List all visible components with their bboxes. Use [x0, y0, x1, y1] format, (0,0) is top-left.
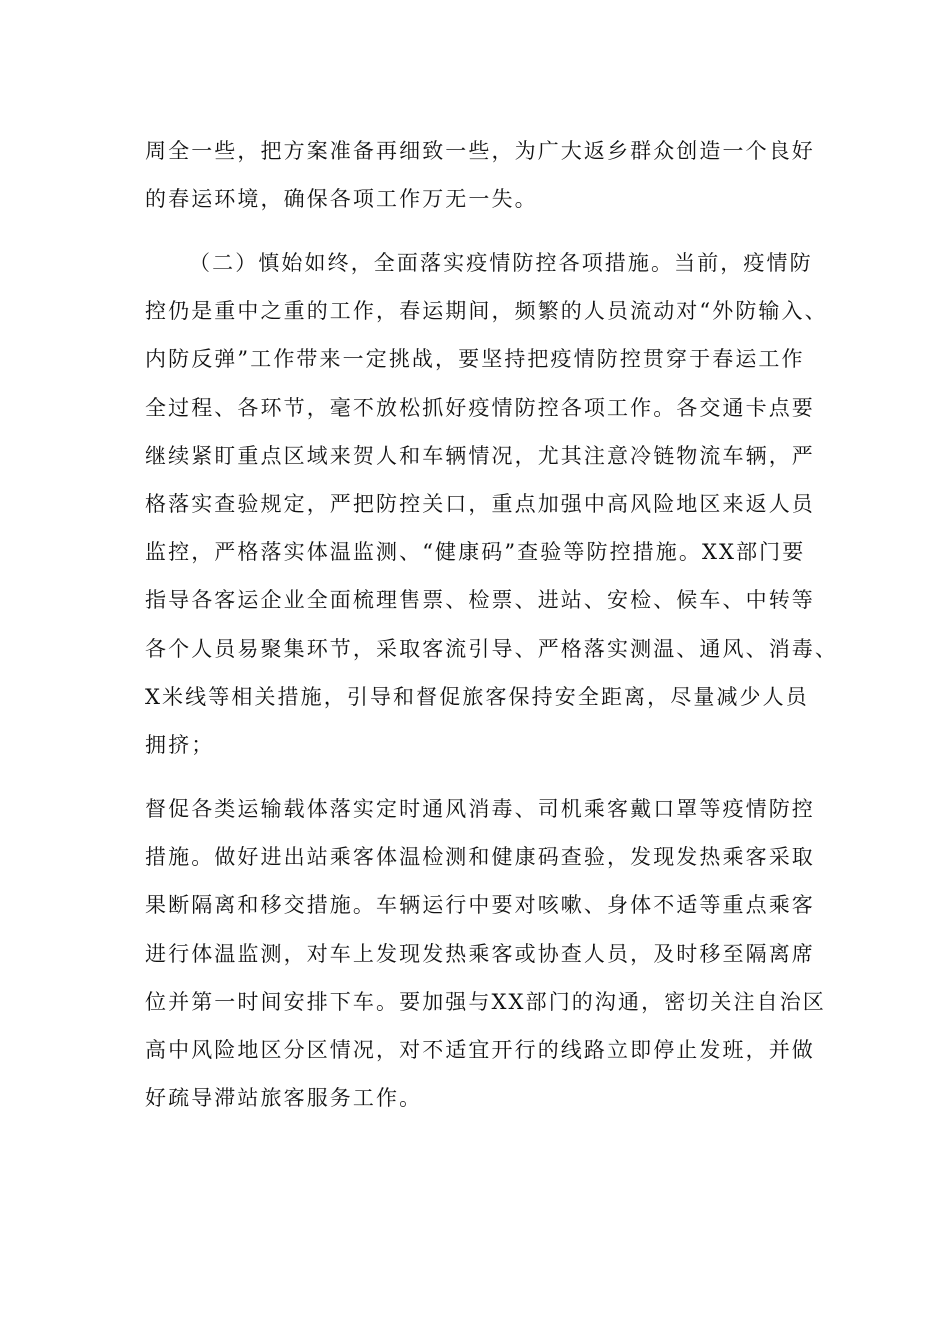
paragraph-line: 的春运环境，确保各项工作万无一失。 — [145, 187, 538, 212]
paragraph-line: （二）慎始如终，全面落实疫情防控各项措施。当前，疫情防 — [189, 251, 813, 275]
paragraph-line: 控仍是重中之重的工作，春运期间，频繁的人员流动对“外防输入、 — [145, 299, 828, 324]
paragraph-line: 继续紧盯重点区域来贺人和车辆情况，尤其注意冷链物流车辆，严 — [145, 443, 815, 468]
paragraph-line: 高中风险地区分区情况，对不适宜开行的线路立即停止发班，并做 — [145, 1037, 815, 1062]
paragraph-3 — [145, 785, 835, 1122]
paragraph-line: 格落实查验规定，严把防控关口，重点加强中高风险地区来返人员 — [145, 491, 815, 516]
paragraph-line: 各个人员易聚集环节，采取客流引导、严格落实测温、通风、消毒、 — [145, 636, 838, 661]
paragraph-line: 督促各类运输载体落实定时通风消毒、司机乘客戴口罩等疫情防控 — [145, 797, 815, 821]
paragraph-1 — [145, 127, 835, 223]
paragraph-line: 内防反弹”工作带来一定挑战，要坚持把疫情防控贯穿于春运工作 — [145, 347, 805, 372]
paragraph-line: X米线等相关措施，引导和督促旅客保持安全距离，尽量减少人员 — [145, 684, 809, 709]
paragraph-line: 指导各客运企业全面梳理售票、检票、进站、安检、候车、中转等 — [145, 588, 815, 613]
paragraph-line: 周全一些，把方案准备再细致一些，为广大返乡群众创造一个良好 — [145, 139, 815, 163]
paragraph-2 — [145, 239, 838, 769]
paragraph-line: 位并第一时间安排下车。要加强与XX部门的沟通，密切关注自治区 — [145, 989, 826, 1014]
paragraph-line: 监控，严格落实体温监测、“健康码”查验等防控措施。XX部门要 — [145, 540, 806, 565]
paragraph-line: 拥挤； — [145, 732, 215, 757]
paragraph-line: 全过程、各环节，毫不放松抓好疫情防控各项工作。各交通卡点要 — [145, 395, 815, 420]
paragraph-line: 措施。做好进出站乘客体温检测和健康码查验，发现发热乘客采取 — [145, 845, 815, 870]
paragraph-line: 好疏导滞站旅客服务工作。 — [145, 1086, 423, 1111]
paragraph-line: 果断隔离和移交措施。车辆运行中要对咳嗽、身体不适等重点乘客 — [145, 893, 815, 918]
paragraph-line: 进行体温监测，对车上发现发热乘客或协查人员，及时移至隔离席 — [145, 941, 815, 966]
